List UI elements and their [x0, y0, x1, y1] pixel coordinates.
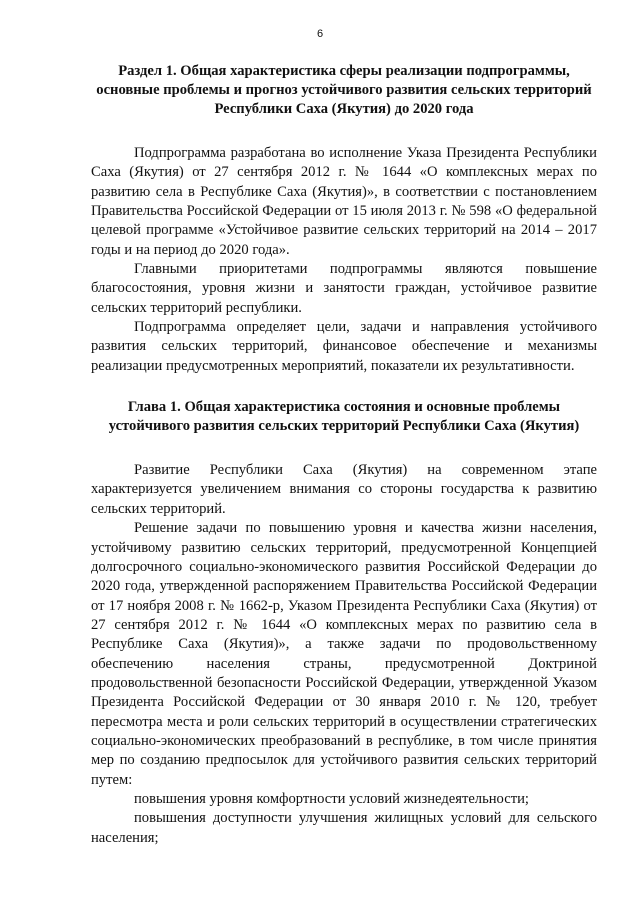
- section-title: Раздел 1. Общая характеристика сферы реализации подпрограммы, основные проблемы и прогноз устойчивого развития сельских территорий Республики Саха (Якутия) до 2020 года: [96, 63, 592, 117]
- document-body: [91, 62, 597, 848]
- chapter-list-item-2: повышения доступности улучшения жилищных условий для сельского населения;: [91, 810, 597, 846]
- section-paragraph-2: Главными приоритетами подпрограммы являются повышение благосостояния, уровня жизни и занятости граждан, устойчивое развитие сельских территорий республики.: [91, 261, 597, 316]
- chapter-paragraph-2: Решение задачи по повышению уровня и качества жизни населения, устойчивому развитию сельских территорий, предусмотренной Концепцией долгосрочного социально-экономического развития Российской Федерации до 2020 года, утвержденной распоряжением Правительства Российской Федерации от 17 ноября 2008 г. № 1662-р, Указом Президента Республики Саха (Якутия) от 27 сентября 2012 г. № 1644 «О комплексных мерах по развитию села в Республике Саха (Якутия)», а также задачи по продовольственному обеспечению населения страны, предусмотренной Доктриной продовольственной безопасности Российской Федерации, утвержденной Указом Президента Российской Федерации от 30 января 2010 г. № 120, требует пересмотра места и роли сельских территорий в осуществлении стратегических социально-экономических преобразований в республике, в том числе принятия мер по созданию предпосылок для устойчивого развития сельских территорий путем:: [91, 520, 597, 788]
- chapter-title: Глава 1. Общая характеристика состояния и основные проблемы устойчивого развития сельских территорий Республики Саха (Якутия): [108, 399, 580, 435]
- page-number: 6: [316, 28, 324, 40]
- section-paragraph-1: Подпрограмма разработана во исполнение Указа Президента Республики Саха (Якутия) от 27 сентября 2012 г. № 1644 «О комплексных мерах по развитию села в Республике Саха (Якутия)», в соответствии с постановлением Правительства Российской Федерации от 15 июля 2013 г. № 598 «О федеральной целевой программе «Устойчивое развитие сельских территорий на 2014 – 2017 годы и на период до 2020 года».: [91, 145, 597, 258]
- chapter-list-item-1: повышения уровня комфортности условий жизнедеятельности;: [134, 790, 529, 807]
- section-paragraph-3: Подпрограмма определяет цели, задачи и направления устойчивого развития сельских территорий, финансовое обеспечение и механизмы реализации предусмотренных мероприятий, показатели их результативности.: [91, 319, 597, 374]
- chapter-paragraph-1: Развитие Республики Саха (Якутия) на современном этапе характеризуется увеличением внимания со стороны государства к развитию сельских территорий.: [91, 462, 597, 517]
